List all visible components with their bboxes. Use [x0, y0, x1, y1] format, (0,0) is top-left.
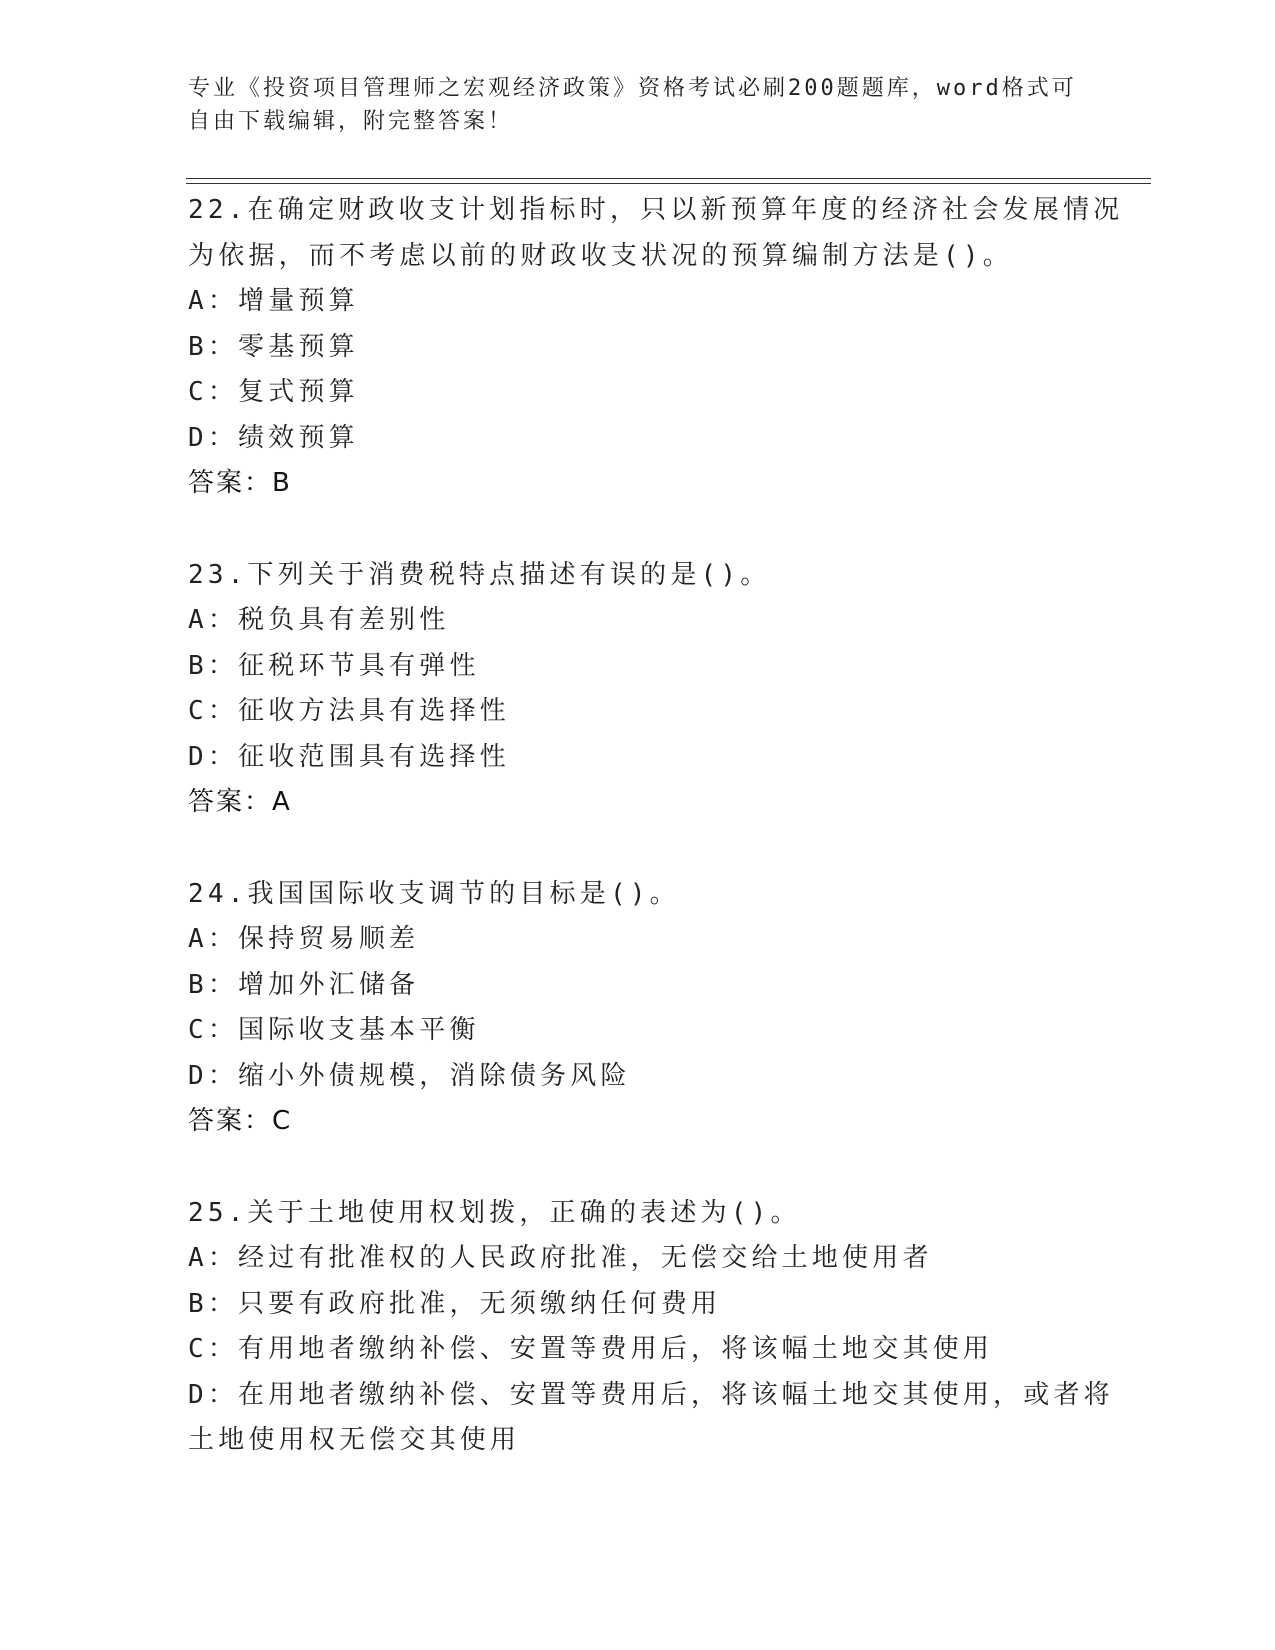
option-line: B：零基预算: [188, 331, 359, 362]
question-item: [188, 1191, 1114, 1464]
option-line: B：增加外汇储备: [188, 969, 420, 1000]
question-item: [188, 553, 1088, 826]
option-line: D：征收范围具有选择性: [188, 741, 510, 772]
option-line: A：增量预算: [188, 286, 359, 316]
question-stem-line: 24.我国国际收支调节的目标是()。: [188, 878, 680, 909]
option-line: D：在用地者缴纳补偿、安置等费用后，将该幅土地交其使用，或者将: [188, 1379, 1114, 1410]
header-divider-bottom: [186, 183, 1151, 184]
answer-line: 答案：C: [188, 1106, 293, 1136]
option-line: B：征税环节具有弹性: [188, 650, 480, 681]
option-line: C：有用地者缴纳补偿、安置等费用后，将该幅土地交其使用: [188, 1334, 994, 1364]
option-line: D：绩效预算: [188, 422, 359, 453]
option-line: C：复式预算: [188, 377, 359, 407]
question-stem-line: 25.关于土地使用权划拨，正确的表述为()。: [188, 1197, 801, 1228]
option-line: C：征收方法具有选择性: [188, 696, 510, 726]
header-line-1: 专业《投资项目管理师之宏观经济政策》资格考试必刷200题题库，word格式可: [188, 76, 1077, 101]
question-item: [188, 872, 1088, 1145]
option-line: A：经过有批准权的人民政府批准，无偿交给土地使用者: [188, 1243, 933, 1273]
question-stem-line: 22.在确定财政收支计划指标时，只以新预算年度的经济社会发展情况: [188, 195, 1124, 225]
question-list: [188, 188, 1124, 1510]
option-line: A：保持贸易顺差: [188, 924, 420, 954]
option-line: 土地使用权无偿交其使用: [188, 1425, 521, 1455]
option-line: C：国际收支基本平衡: [188, 1015, 480, 1045]
header-line-2: 自由下载编辑，附完整答案！: [188, 109, 514, 134]
answer-line: 答案：A: [188, 787, 292, 817]
question-stem-line: 为依据，而不考虑以前的财政收支状况的预算编制方法是()。: [188, 240, 1013, 271]
question-stem-line: 23.下列关于消费税特点描述有误的是()。: [188, 559, 771, 590]
answer-line: 答案：B: [188, 468, 292, 498]
option-line: A：税负具有差别性: [188, 605, 450, 635]
question-item: [188, 188, 1124, 507]
header-divider-top: [186, 178, 1151, 179]
option-line: D：缩小外债规模，消除债务风险: [188, 1060, 631, 1091]
option-line: B：只要有政府批准，无须缴纳任何费用: [188, 1288, 722, 1319]
document-header: [188, 72, 1077, 138]
